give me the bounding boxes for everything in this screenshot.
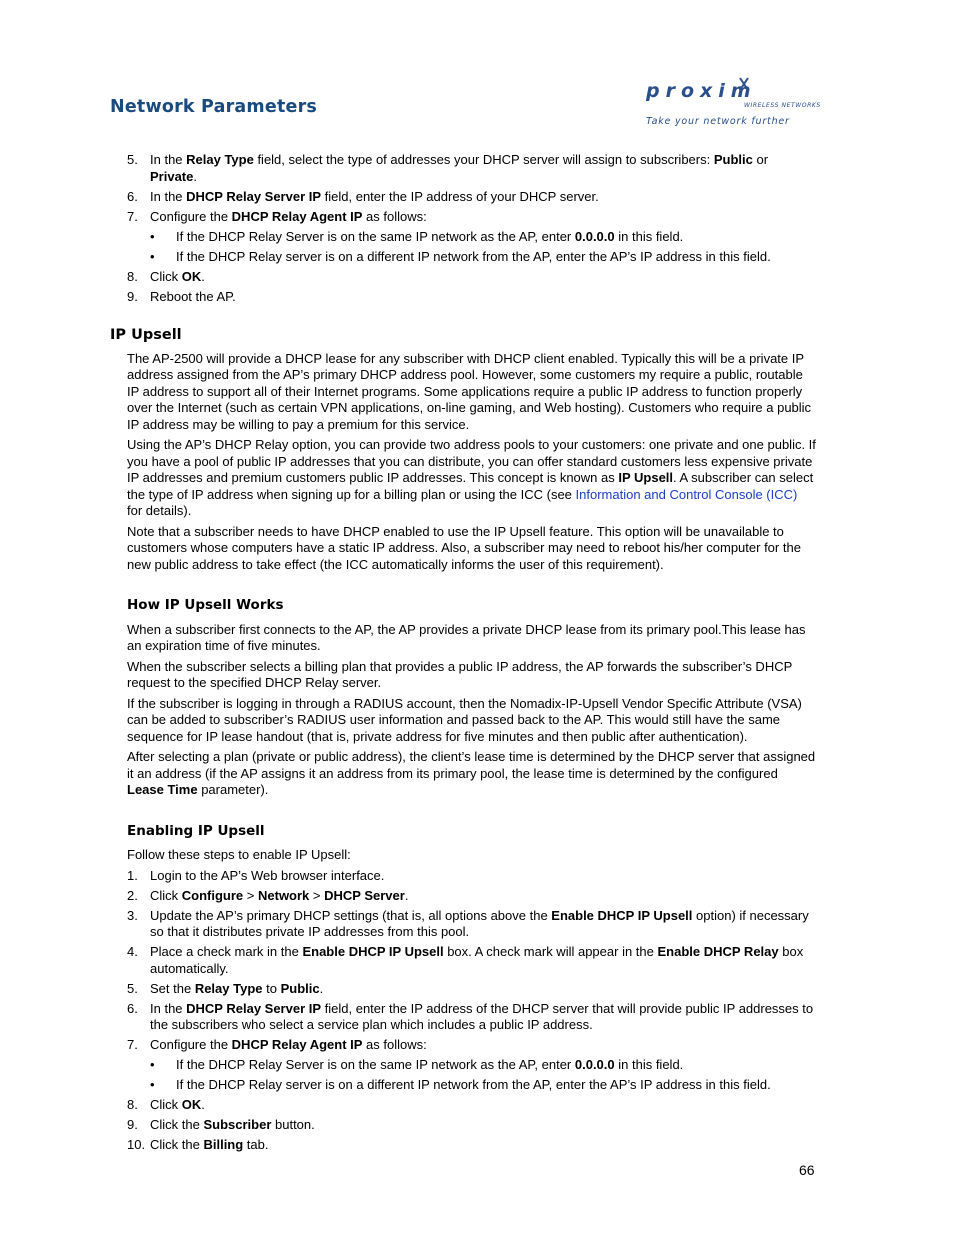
sub-bullet-item: • If the DHCP Relay Server is on the same IP network as the AP, enter 0.0.0.0 in this field.	[150, 228, 684, 244]
sub-bullet-item: • If the DHCP Relay Server is on the same IP network as the AP, enter 0.0.0.0 in this field.	[150, 1057, 684, 1072]
steps-list-enable	[110, 868, 816, 1154]
step-item: 2. Click Configure > Network > DHCP Server.	[127, 887, 409, 903]
bullet-marker: •	[150, 228, 155, 244]
step-number: 10.	[127, 1137, 146, 1152]
ip-upsell-para-1: The AP-2500 will provide a DHCP lease for any subscriber with DHCP client enabled. Typically this will be a private IP address assigned from the AP’s primary DHCP address pool. However, some customers my require a public, routable IP address to support all of their Internet programs. Some applications require a public IP address to function properly over the Internet (such as certain VPN applications, on-line gaming, and Web hosting). Customers who require a public IP address may be willing to pay a premium for this service.	[127, 350, 812, 432]
enabling-intro: Follow these steps to enable IP Upsell:	[127, 847, 351, 862]
step-number: 9.	[127, 288, 138, 304]
bullet-marker: •	[150, 1057, 155, 1072]
step-number: 3.	[127, 907, 138, 923]
sub-bullet-item: • If the DHCP Relay server is on a different IP network from the AP, enter the AP’s IP address in this field.	[150, 248, 771, 264]
logo-brand: proxim	[646, 80, 757, 102]
logo-tagline: Take your network further	[646, 116, 790, 127]
step-number: 2.	[127, 887, 138, 903]
step-number: 6.	[127, 1000, 138, 1016]
step-item: 5. In the Relay Type field, select the type of addresses your DHCP server will assign to subscribers: Public or Private.	[127, 152, 769, 184]
steps-list-relay	[110, 152, 816, 305]
sub-bullet-item: • If the DHCP Relay server is on a different IP network from the AP, enter the AP’s IP address in this field.	[150, 1077, 771, 1092]
step-number: 1.	[127, 867, 138, 883]
step-number: 5.	[127, 980, 138, 996]
page-number: 66	[799, 1162, 815, 1178]
subsection-heading-how-works: How IP Upsell Works	[127, 597, 284, 613]
how-works-para-2: When the subscriber selects a billing plan that provides a public IP address, the AP forwards the subscriber’s DHCP request to the specified DHCP Relay server.	[127, 658, 793, 690]
step-item: 8. Click OK.	[127, 268, 205, 284]
step-item: 6. In the DHCP Relay Server IP field, enter the IP address of the DHCP server that will provide public IP addresses to the subscribers who select a service plan which includes a public IP address.	[127, 1000, 814, 1032]
step-number: 8.	[127, 1097, 138, 1112]
step-item: 8. Click OK.	[127, 1097, 205, 1112]
page-title: Network Parameters	[110, 97, 318, 117]
step-item: 3. Update the AP’s primary DHCP settings (that is, all options above the Enable DHCP IP Upsell option) if necessary so that it distributes private IP addresses from this pool.	[127, 907, 809, 939]
ip-upsell-para-2: Using the AP’s DHCP Relay option, you can provide two address pools to your customers: one private and one public. If you have a pool of public IP addresses that you can distribute, you can offer standard customers less expensive private IP addresses and premium customers public IP addresses. This concept is known as IP Upsell. A subscriber can select the type of IP address when signing up for a billing plan or using the ICC (see Information and Control Console (ICC) for details).	[127, 437, 816, 518]
ip-upsell-para-3: Note that a subscriber needs to have DHCP enabled to use the IP Upsell feature. This option will be unavailable to customers whose computers have a static IP address. Also, a subscriber may need to reboot his/her computer for the new public address to take effect (the ICC automatically informs the user of this requirement).	[127, 523, 801, 572]
step-number: 7.	[127, 208, 138, 224]
step-number: 8.	[127, 268, 138, 284]
bullet-marker: •	[150, 1077, 155, 1092]
icc-link[interactable]: Information and Control Console (ICC)	[575, 486, 798, 502]
how-works-para-1: When a subscriber first connects to the AP, the AP provides a private DHCP lease from its primary pool.This lease has an expiration time of five minutes.	[127, 621, 806, 653]
proxim-logo	[644, 72, 821, 128]
step-number: 4.	[127, 944, 138, 959]
step-number: 5.	[127, 152, 138, 167]
logo-sub: WIRELESS NETWORKS	[744, 102, 821, 109]
bullet-marker: •	[150, 248, 155, 264]
step-item: 6. In the DHCP Relay Server IP field, enter the IP address of your DHCP server.	[127, 188, 599, 204]
subsection-heading-enabling: Enabling IP Upsell	[127, 822, 265, 839]
step-item: 5. Set the Relay Type to Public.	[127, 980, 324, 996]
step-item: 1. Login to the AP’s Web browser interface.	[127, 867, 385, 883]
step-item: 7. Configure the DHCP Relay Agent IP as follows:	[127, 208, 427, 224]
step-item: 9. Reboot the AP.	[127, 288, 236, 304]
step-item: 4. Place a check mark in the Enable DHCP IP Upsell box. A check mark will appear in the Enable DHCP Relay box automatically.	[127, 944, 804, 976]
step-item: 9. Click the Subscriber button.	[127, 1117, 315, 1132]
step-item: 10. Click the Billing tab.	[127, 1137, 269, 1152]
step-item: 7. Configure the DHCP Relay Agent IP as follows:	[127, 1037, 427, 1052]
step-number: 7.	[127, 1037, 138, 1052]
step-number: 6.	[127, 188, 138, 204]
step-number: 9.	[127, 1117, 138, 1132]
page-content	[110, 152, 816, 1157]
how-works-para-3: If the subscriber is logging in through a RADIUS account, then the Nomadix-IP-Upsell Vendor Specific Attribute (VSA) can be added to subscriber’s RADIUS user information and passed back to the AP. This would still have the same sequence for IP lease handout (that is, private address for five minutes and then public after authentication).	[127, 695, 802, 744]
section-heading-ip-upsell: IP Upsell	[110, 327, 182, 343]
how-works-para-4: After selecting a plan (private or public address), the client’s lease time is determined by the DHCP server that assigned it an address (if the AP assigns it an address from its primary pool, the lease time is determined by the configured Lease Time parameter).	[127, 749, 816, 797]
